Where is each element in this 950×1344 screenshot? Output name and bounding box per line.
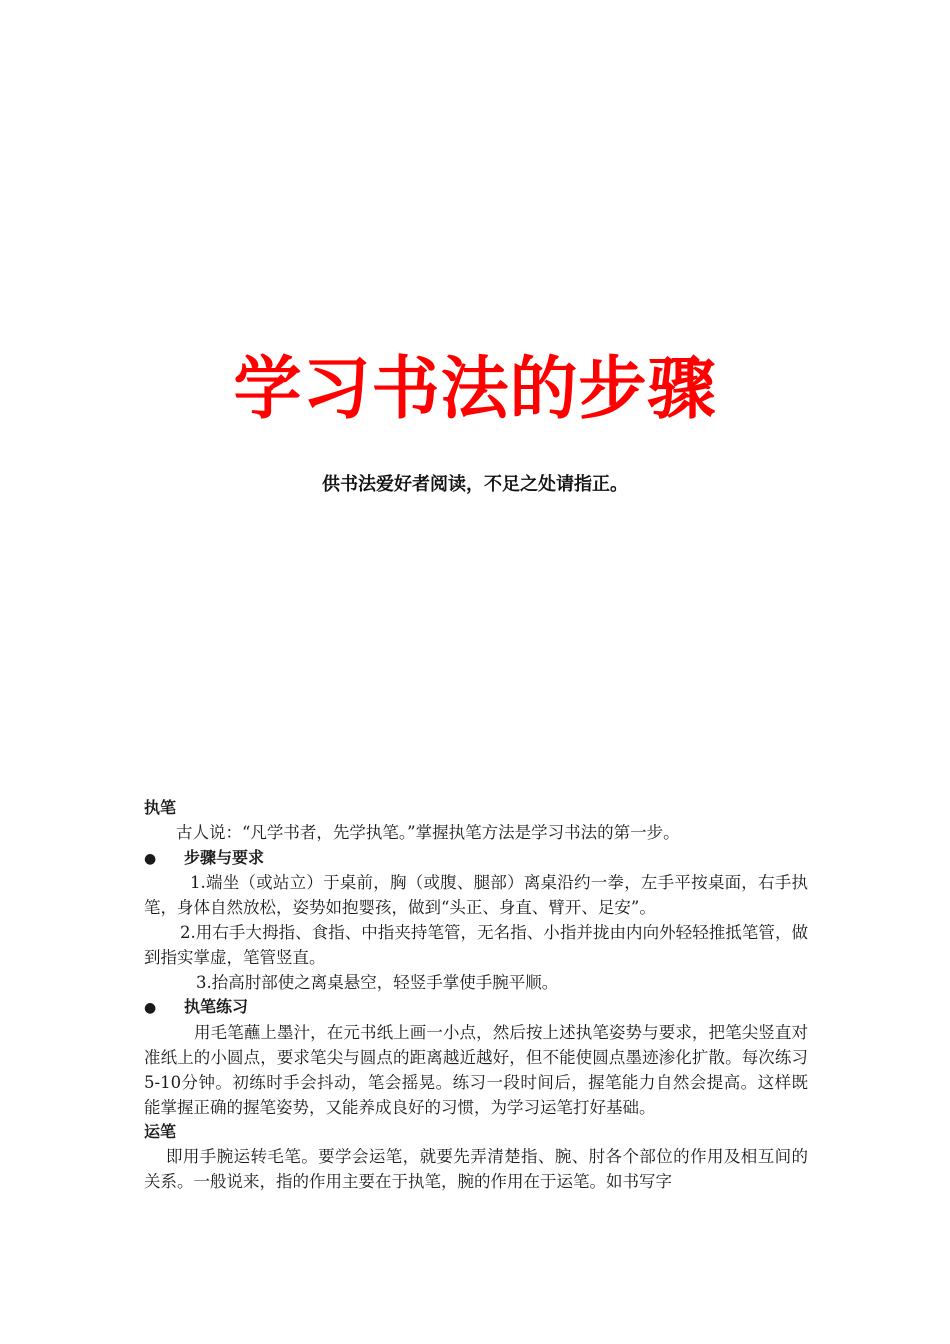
section-intro-paragraph: 古人说：“凡学书者，先学执笔。”掌握执笔方法是学习书法的第一步。	[176, 822, 680, 842]
document-subtitle: 供书法爱好者阅读，不足之处请指正。	[322, 474, 628, 495]
document-body	[144, 796, 808, 1195]
step-item-3: 3.抬高肘部使之离桌悬空，轻竖手掌使手腕平顺。	[196, 972, 559, 992]
bullet-icon: ●	[144, 1000, 157, 1017]
section-heading-yunbi: 运笔	[144, 1122, 177, 1142]
document-title: 学习书法的步骤	[233, 350, 717, 429]
practice-paragraph: 用毛笔蘸上墨汁，在元书纸上画一小点，然后按上述执笔姿势与要求，把笔尖竖直对准纸上的小圆点，要求笔尖与圆点的距离越近越好，但不能使圆点墨迹渗化扩散。每次练习5-10分钟。初练时手会抖动，笔会摇晃。练习一段时间后，握笔能力自然会提高。这样既能掌握正确的握笔姿势，又能养成良好的习惯，为学习运笔打好基础。	[144, 1023, 808, 1117]
bullet-heading-practice	[144, 995, 808, 1021]
step-item-2: 2.用右手大拇指、食指、中指夹持笔管，无名指、小指并拢由内向外轻轻推抵笔管，做到指实掌虚，笔管竖直。	[144, 922, 808, 967]
section-heading-zhibi: 执笔	[144, 798, 177, 817]
bullet-label: 执笔练习	[184, 997, 249, 1017]
bullet-heading-steps	[144, 846, 808, 872]
bullet-label: 步骤与要求	[184, 847, 265, 867]
bullet-icon: ●	[144, 850, 157, 867]
step-item-1: 1.端坐（或站立）于桌前，胸（或腹、腿部）离桌沿约一拳，左手平按桌面，右手执笔，身体自然放松，姿势如抱婴孩，做到“头正、身直、臂开、足安”。	[144, 873, 808, 918]
yunbi-paragraph: 即用手腕运转毛笔。要学会运笔，就要先弄清楚指、腕、肘各个部位的作用及相互间的关系。一般说来，指的作用主要在于执笔，腕的作用在于运笔。如书写字	[144, 1147, 808, 1191]
